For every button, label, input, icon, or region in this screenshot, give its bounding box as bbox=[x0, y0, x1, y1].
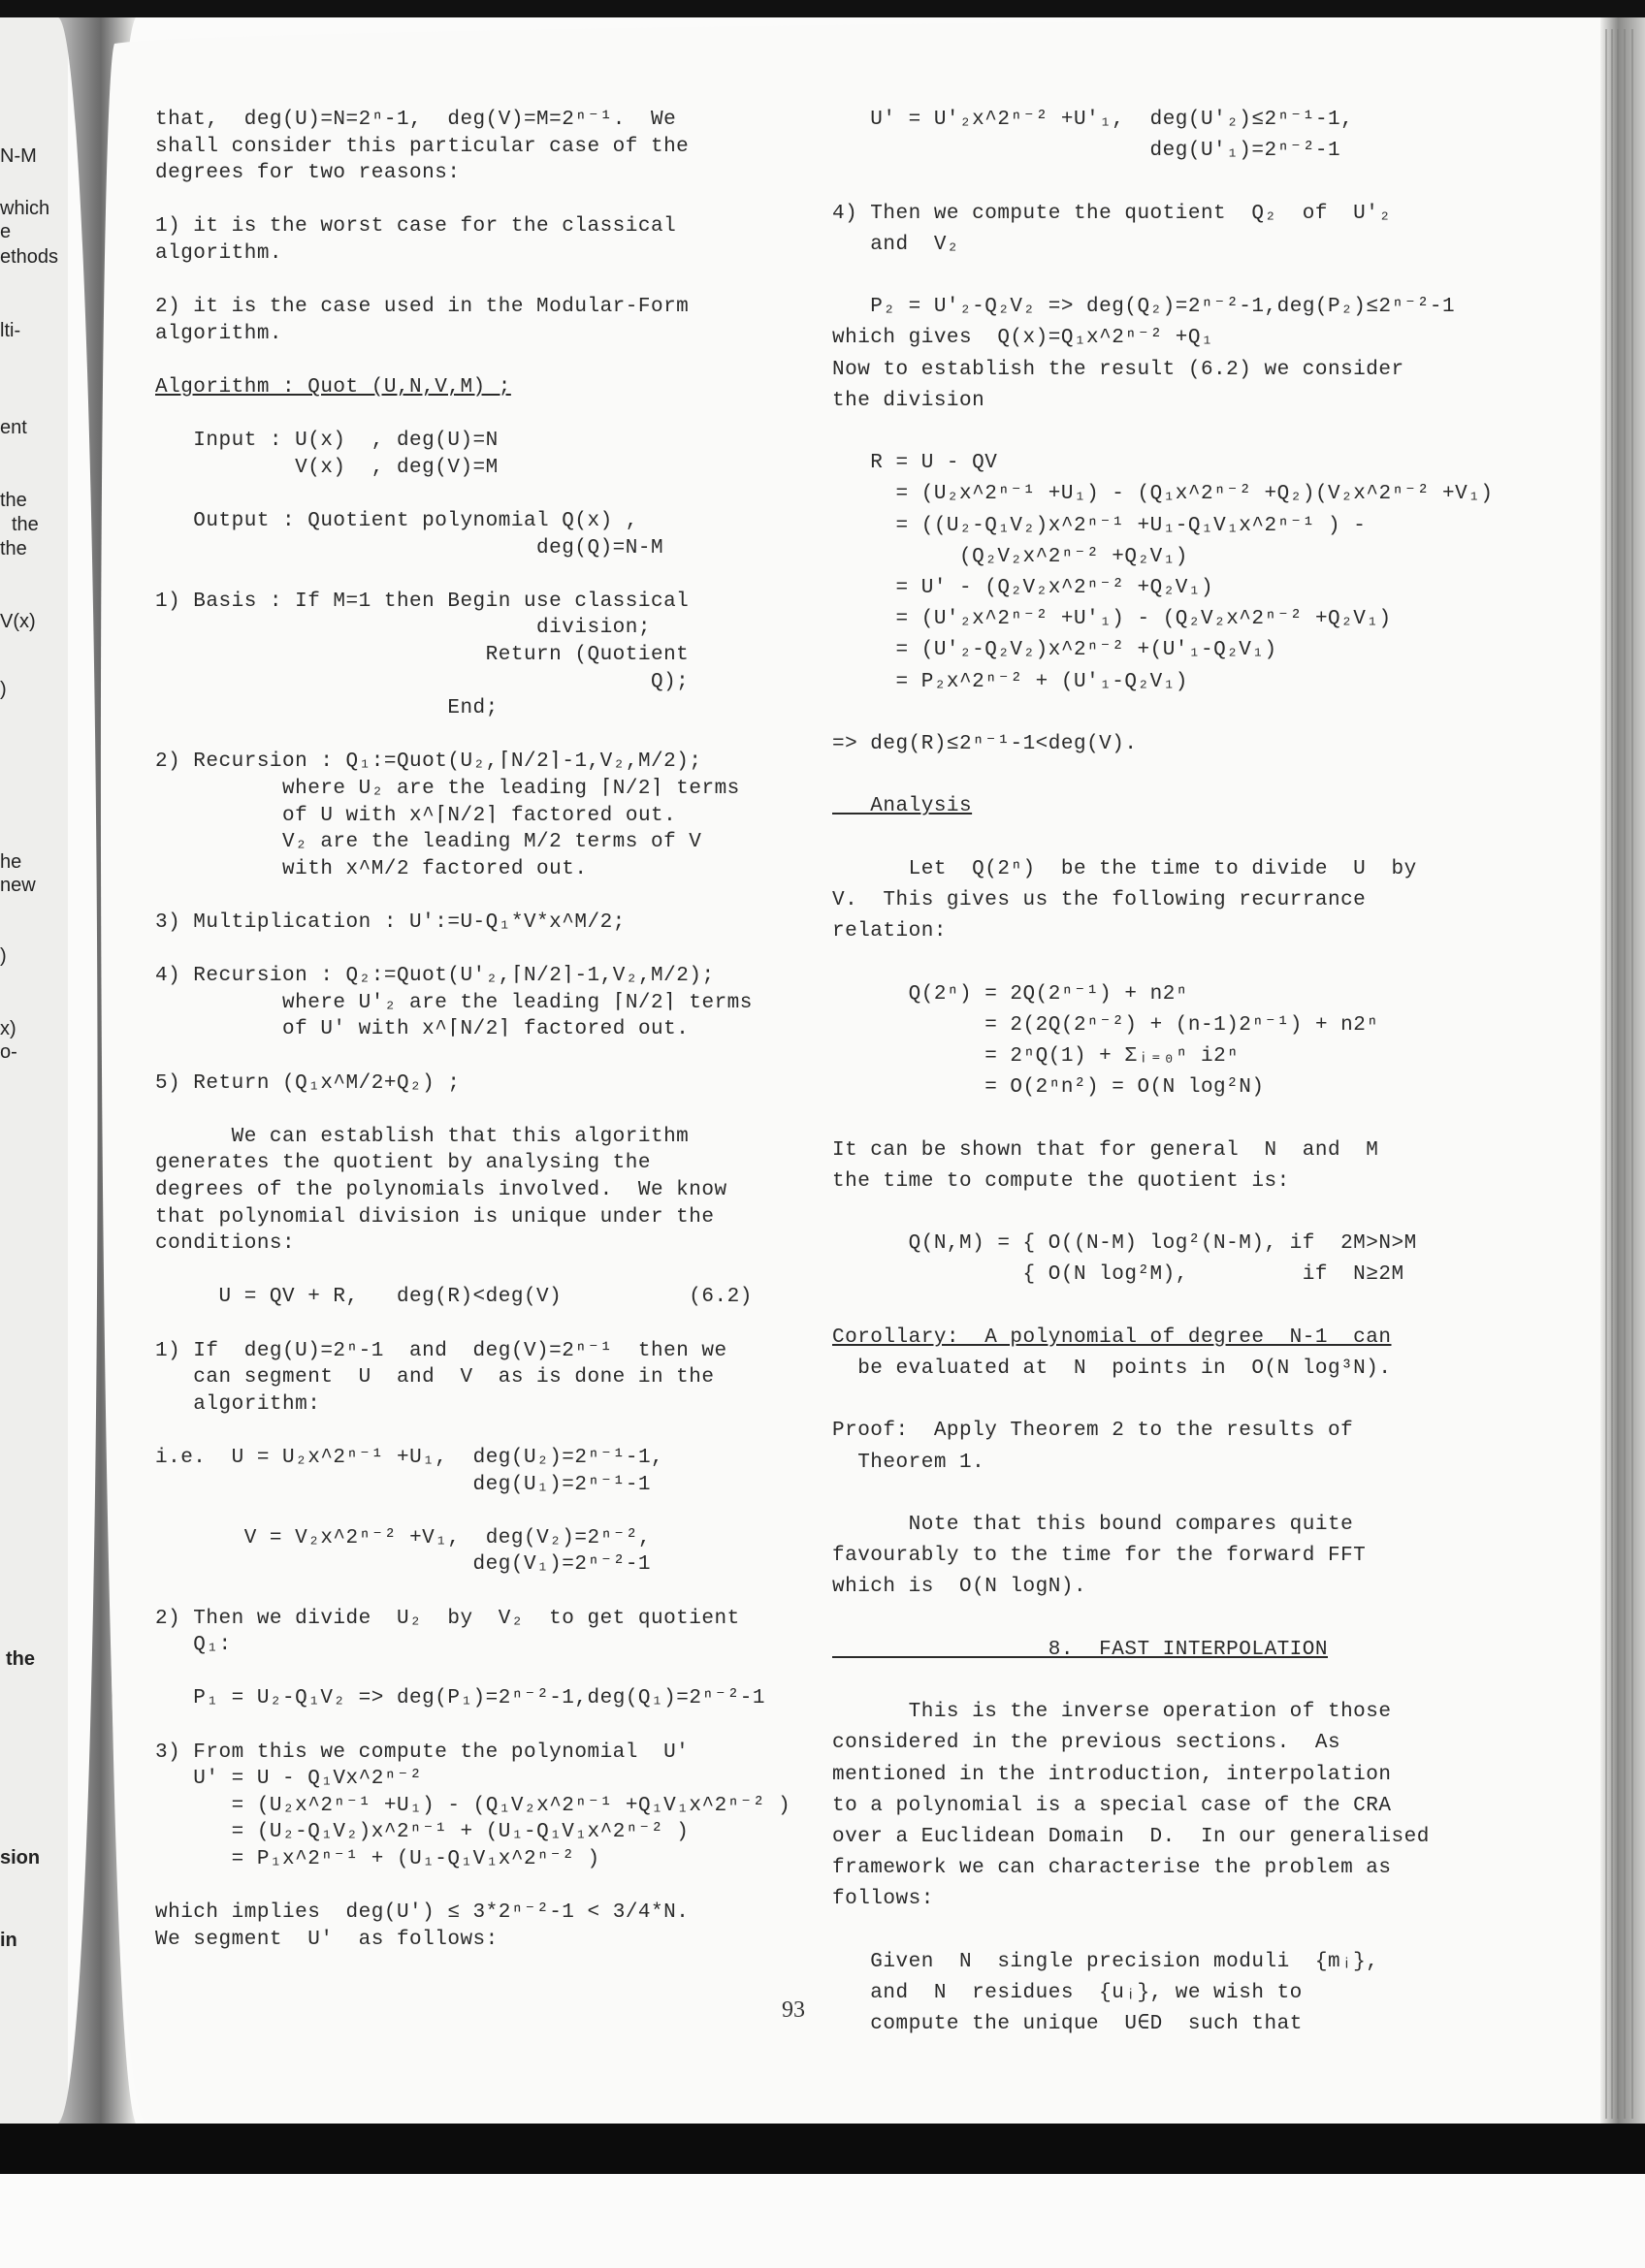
text-line: (Q₂V₂x^2ⁿ⁻² +Q₂V₁) bbox=[832, 545, 1188, 568]
text-line: compute the unique U∈D such that bbox=[832, 2013, 1303, 2036]
text-line: 5) Return (Q₁x^M/2+Q₂) ; bbox=[155, 1071, 461, 1095]
text-line: where U₂ are the leading ⌈N/2⌉ terms bbox=[155, 778, 740, 800]
facing-line: ent bbox=[0, 417, 27, 438]
text-line: the time to compute the quotient is: bbox=[832, 1169, 1290, 1193]
text-line: = (U₂-Q₁V₂)x^2ⁿ⁻¹ + (U₁-Q₁V₁x^2ⁿ⁻² ) bbox=[155, 1821, 690, 1844]
text-line: Algorithm : Quot (U,N,V,M) ; bbox=[155, 376, 511, 399]
facing-line: he bbox=[0, 851, 22, 873]
text-line: algorithm. bbox=[155, 242, 283, 265]
text-line: of U' with x^⌈N/2⌉ factored out. bbox=[155, 1018, 690, 1041]
text-line: V = V₂x^2ⁿ⁻² +V₁, deg(V₂)=2ⁿ⁻², bbox=[155, 1526, 652, 1549]
text-line: We segment U' as follows: bbox=[155, 1928, 499, 1951]
text-line: = 2ⁿQ(1) + Σᵢ₌₀ⁿ i2ⁿ bbox=[832, 1045, 1240, 1068]
text-line: framework we can characterise the problem as bbox=[832, 1857, 1392, 1880]
text-line: deg(V₁)=2ⁿ⁻²-1 bbox=[155, 1553, 652, 1577]
text-line: considered in the previous sections. As bbox=[832, 1732, 1341, 1755]
text-line: which is O(N logN). bbox=[832, 1576, 1087, 1599]
text-line: algorithm. bbox=[155, 322, 283, 345]
text-line: and V₂ bbox=[832, 233, 960, 256]
text-line: V. This gives us the following recurrance bbox=[832, 889, 1367, 911]
text-line: { O(N log²M), if N≥2M bbox=[832, 1263, 1404, 1287]
facing-line: e bbox=[0, 221, 12, 242]
text-line: 3) Multiplication : U':=U-Q₁*V*x^M/2; bbox=[155, 911, 626, 934]
text-line: 4) Then we compute the quotient Q₂ of U'₂ bbox=[832, 202, 1392, 225]
text-line: Q); bbox=[155, 670, 690, 693]
text-line: 1) If deg(U)=2ⁿ-1 and deg(V)=2ⁿ⁻¹ then we bbox=[155, 1339, 727, 1362]
text-line: 1) Basis : If M=1 then Begin use classical bbox=[155, 590, 690, 613]
text-line: 2) Then we divide U₂ by V₂ to get quotient bbox=[155, 1607, 740, 1630]
text-line: V₂ are the leading M/2 terms of V bbox=[155, 831, 702, 854]
text-line: 1) it is the worst case for the classical bbox=[155, 215, 677, 239]
text-line: = 2(2Q(2ⁿ⁻²) + (n-1)2ⁿ⁻¹) + n2ⁿ bbox=[832, 1013, 1379, 1037]
text-line: Corollary: A polynomial of degree N-1 can bbox=[832, 1326, 1392, 1349]
text-line: shall consider this particular case of the bbox=[155, 135, 690, 158]
text-line: that, deg(U)=N=2ⁿ-1, deg(V)=M=2ⁿ⁻¹. We bbox=[155, 109, 677, 131]
text-line: = U' - (Q₂V₂x^2ⁿ⁻² +Q₂V₁) bbox=[832, 577, 1214, 599]
text-line: Let Q(2ⁿ) be the time to divide U by bbox=[832, 857, 1417, 880]
facing-line: o- bbox=[0, 1041, 17, 1063]
text-line: and N residues {uᵢ}, we wish to bbox=[832, 1982, 1303, 2004]
facing-line: new bbox=[0, 875, 36, 896]
text-line: favourably to the time for the forward FFT bbox=[832, 1545, 1367, 1568]
text-line: Given N single precision moduli {mᵢ}, bbox=[832, 1950, 1379, 1973]
text-line: = P₁x^2ⁿ⁻¹ + (U₁-Q₁V₁x^2ⁿ⁻² ) bbox=[155, 1848, 600, 1870]
facing-line: ) bbox=[0, 679, 7, 700]
text-line: This is the inverse operation of those bbox=[832, 1701, 1392, 1724]
text-line: We can establish that this algorithm bbox=[155, 1125, 690, 1148]
text-line: mentioned in the introduction, interpolation bbox=[832, 1763, 1392, 1786]
text-line: can segment U and V as is done in the bbox=[155, 1366, 715, 1390]
text-line: Return (Quotient bbox=[155, 644, 690, 666]
text-line: Q₁: bbox=[155, 1634, 232, 1657]
facing-line: ) bbox=[0, 945, 7, 967]
top-scanner-border bbox=[0, 0, 1645, 17]
text-line: R = U - QV bbox=[832, 452, 998, 475]
text-line: Analysis bbox=[832, 795, 973, 818]
text-line: deg(U₁)=2ⁿ⁻¹-1 bbox=[155, 1473, 652, 1496]
text-line: P₁ = U₂-Q₁V₂ => deg(P₁)=2ⁿ⁻²-1,deg(Q₁)=2ⁿ⁻²-1 bbox=[155, 1687, 765, 1710]
text-line: follows: bbox=[832, 1888, 934, 1911]
text-line: Theorem 1. bbox=[832, 1451, 985, 1474]
facing-page-text bbox=[0, 0, 59, 1951]
text-line: Input : U(x) , deg(U)=N bbox=[155, 430, 499, 453]
text-line: with x^M/2 factored out. bbox=[155, 857, 588, 880]
text-line: V(x) , deg(V)=M bbox=[155, 456, 499, 479]
text-line: Q(N,M) = { O((N-M) log²(N-M), if 2M>N>M bbox=[832, 1232, 1417, 1256]
text-line: = ((U₂-Q₁V₂)x^2ⁿ⁻¹ +U₁-Q₁V₁x^2ⁿ⁻¹ ) - bbox=[832, 514, 1367, 537]
text-line: where U'₂ are the leading ⌈N/2⌉ terms bbox=[155, 991, 753, 1014]
text-line: which implies deg(U') ≤ 3*2ⁿ⁻²-1 < 3/4*N. bbox=[155, 1901, 690, 1925]
text-line: over a Euclidean Domain D. In our generalised bbox=[832, 1826, 1430, 1848]
text-line: relation: bbox=[832, 920, 947, 943]
facing-line: the bbox=[6, 1648, 35, 1670]
text-line: U' = U - Q₁Vx^2ⁿ⁻² bbox=[155, 1768, 423, 1791]
text-line: of U with x^⌈N/2⌉ factored out. bbox=[155, 804, 677, 827]
text-line: 4) Recursion : Q₂:=Quot(U'₂,⌈N/2⌉-1,V₂,M/2); bbox=[155, 965, 715, 988]
facing-line: ethods bbox=[0, 246, 59, 268]
facing-line: V(x) bbox=[0, 611, 36, 632]
text-line: i.e. U = U₂x^2ⁿ⁻¹ +U₁, deg(U₂)=2ⁿ⁻¹-1, bbox=[155, 1447, 664, 1469]
facing-line: the bbox=[12, 514, 39, 535]
facing-line: in bbox=[0, 1930, 17, 1951]
text-line: = P₂x^2ⁿ⁻² + (U'₁-Q₂V₁) bbox=[832, 670, 1188, 693]
facing-line: the bbox=[0, 490, 27, 511]
page-number: 93 bbox=[782, 1997, 805, 2023]
text-line: = O(2ⁿn²) = O(N log²N) bbox=[832, 1076, 1265, 1100]
bottom-scanner-band bbox=[0, 2124, 1645, 2174]
text-line: = (U'₂x^2ⁿ⁻² +U'₁) - (Q₂V₂x^2ⁿ⁻² +Q₂V₁) bbox=[832, 608, 1392, 631]
text-line: = (U'₂-Q₂V₂)x^2ⁿ⁻² +(U'₁-Q₂V₁) bbox=[832, 639, 1277, 662]
facing-line: sion bbox=[0, 1847, 41, 1869]
text-line: Proof: Apply Theorem 2 to the results of bbox=[832, 1420, 1354, 1443]
lower-blank-area bbox=[0, 2174, 1645, 2268]
text-line: the division bbox=[832, 389, 985, 412]
text-line: deg(Q)=N-M bbox=[155, 536, 664, 559]
text-line: Now to establish the result (6.2) we consider bbox=[832, 358, 1404, 381]
text-line: Q(2ⁿ) = 2Q(2ⁿ⁻¹) + n2ⁿ bbox=[832, 982, 1188, 1006]
text-line: degrees of the polynomials involved. We know bbox=[155, 1179, 727, 1201]
text-line: Note that this bound compares quite bbox=[832, 1514, 1354, 1536]
text-line: P₂ = U'₂-Q₂V₂ => deg(Q₂)=2ⁿ⁻²-1,deg(P₂)≤2ⁿ⁻²-1 bbox=[832, 296, 1456, 319]
text-line: division; bbox=[155, 617, 651, 640]
text-line: 8. FAST INTERPOLATION bbox=[832, 1638, 1328, 1661]
text-line: End; bbox=[155, 697, 499, 720]
text-line: generates the quotient by analysing the bbox=[155, 1152, 651, 1175]
text-line: to a polynomial is a special case of the CRA bbox=[832, 1794, 1392, 1817]
text-line: be evaluated at N points in O(N log³N). bbox=[832, 1358, 1392, 1380]
right-page-edges bbox=[1600, 17, 1645, 2124]
text-line: Output : Quotient polynomial Q(x) , bbox=[155, 510, 638, 532]
text-line: U' = U'₂x^2ⁿ⁻² +U'₁, deg(U'₂)≤2ⁿ⁻¹-1, bbox=[832, 109, 1354, 131]
facing-line: which bbox=[0, 198, 50, 219]
text-line: 3) From this we compute the polynomial U' bbox=[155, 1741, 690, 1764]
facing-line: N-M bbox=[0, 145, 37, 167]
text-line: 2) it is the case used in the Modular-Form bbox=[155, 296, 690, 319]
text-line: conditions: bbox=[155, 1232, 296, 1256]
text-line: It can be shown that for general N and M bbox=[832, 1138, 1379, 1162]
facing-line: x) bbox=[0, 1018, 16, 1039]
text-line: algorithm: bbox=[155, 1392, 321, 1416]
text-line: U = QV + R, deg(R)<deg(V) (6.2) bbox=[155, 1286, 753, 1309]
text-line: degrees for two reasons: bbox=[155, 162, 461, 185]
text-line: 2) Recursion : Q₁:=Quot(U₂,⌈N/2⌉-1,V₂,M/2); bbox=[155, 751, 702, 774]
text-line: => deg(R)≤2ⁿ⁻¹-1<deg(V). bbox=[832, 733, 1138, 755]
text-line: that polynomial division is unique under the bbox=[155, 1205, 715, 1229]
facing-line: the bbox=[0, 538, 27, 559]
text-line: = (U₂x^2ⁿ⁻¹ +U₁) - (Q₁x^2ⁿ⁻² +Q₂)(V₂x^2ⁿ⁻² +V₁) bbox=[832, 483, 1494, 506]
text-line: which gives Q(x)=Q₁x^2ⁿ⁻² +Q₁ bbox=[832, 327, 1214, 350]
text-line: deg(U'₁)=2ⁿ⁻²-1 bbox=[832, 140, 1341, 163]
facing-line: lti- bbox=[0, 320, 21, 341]
text-line: = (U₂x^2ⁿ⁻¹ +U₁) - (Q₁V₂x^2ⁿ⁻¹ +Q₁V₁x^2ⁿ⁻² ) bbox=[155, 1794, 791, 1817]
